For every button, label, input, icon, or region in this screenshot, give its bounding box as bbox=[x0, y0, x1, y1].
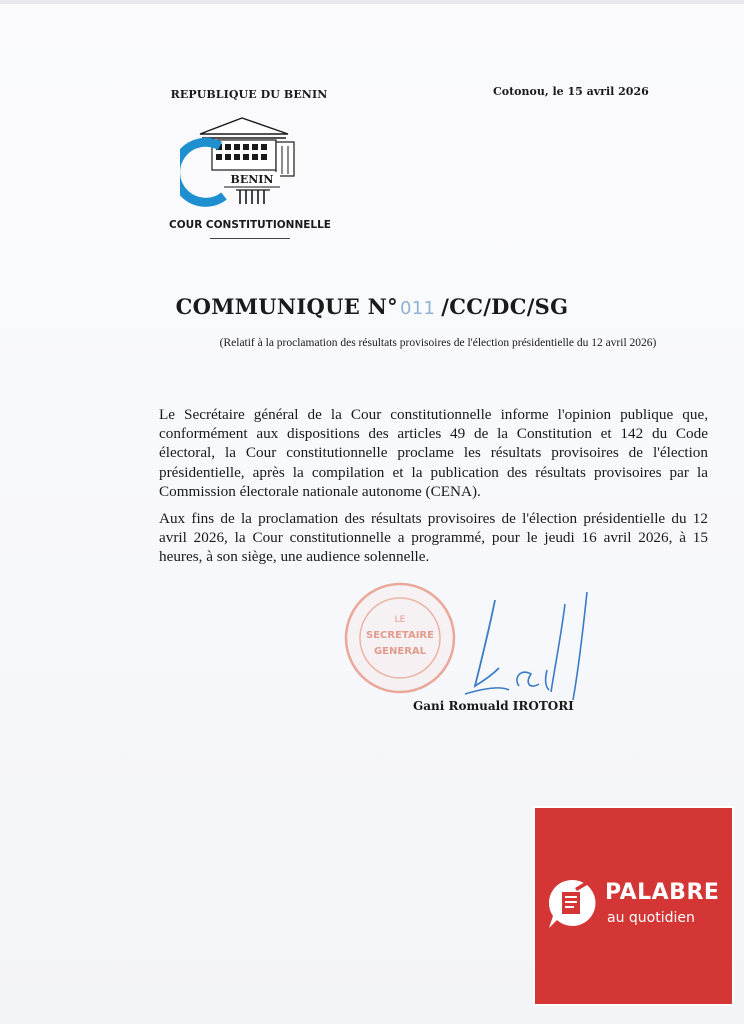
court-logo-icon bbox=[180, 112, 310, 212]
title-suffix: /CC/DC/SG bbox=[441, 294, 569, 319]
title-number: 011 bbox=[399, 298, 436, 319]
body-paragraph-2: Aux fins de la proclamation des résultats provisoires de l'élection présidentielle du 12 avril 2026, la Cour constitutionnelle a programmé, pour le jeudi 16 avril 2026, à 15 heures, à son siège, une audience solennelle. bbox=[159, 510, 708, 566]
brand-name: PALABRE bbox=[605, 880, 720, 905]
page-edge bbox=[0, 0, 744, 4]
communique-body bbox=[159, 405, 708, 575]
chat-document-icon bbox=[545, 876, 599, 932]
brand-watermark bbox=[533, 806, 734, 1006]
court-name: COUR CONSTITUTIONNELLE bbox=[169, 219, 331, 231]
city-date: Cotonou, le 15 avril 2026 bbox=[493, 85, 649, 98]
signer-name: Gani Romuald IROTORI bbox=[413, 699, 574, 713]
stamp-line-1: LE bbox=[394, 615, 406, 625]
republic-heading: REPUBLIQUE DU BENIN bbox=[170, 88, 328, 101]
brand-tagline: au quotidien bbox=[607, 910, 695, 926]
official-stamp bbox=[334, 580, 470, 700]
communique-title bbox=[0, 294, 744, 319]
stamp-line-3: GENERAL bbox=[373, 646, 427, 657]
title-prefix: COMMUNIQUE N° bbox=[175, 294, 398, 319]
communique-subtitle: (Relatif à la proclamation des résultats provisoires de l'élection présidentielle du 12 avril 2026) bbox=[219, 337, 657, 349]
logo-text: BENIN bbox=[230, 173, 274, 186]
body-paragraph-1: Le Secrétaire général de la Cour constitutionnelle informe l'opinion publique que, conformément aux dispositions des articles 49 de la Constitution et 142 du Code électoral, la Cour constitutionnelle proclame les résultats provisoires de l'élection présidentielle, après la compilation et la publication des résultats provisoires par la Commission électorale nationale autonome (CENA). bbox=[159, 406, 708, 500]
court-underline bbox=[210, 238, 290, 239]
stamp-line-2: SECRETAIRE bbox=[366, 630, 434, 641]
signature bbox=[455, 590, 615, 710]
